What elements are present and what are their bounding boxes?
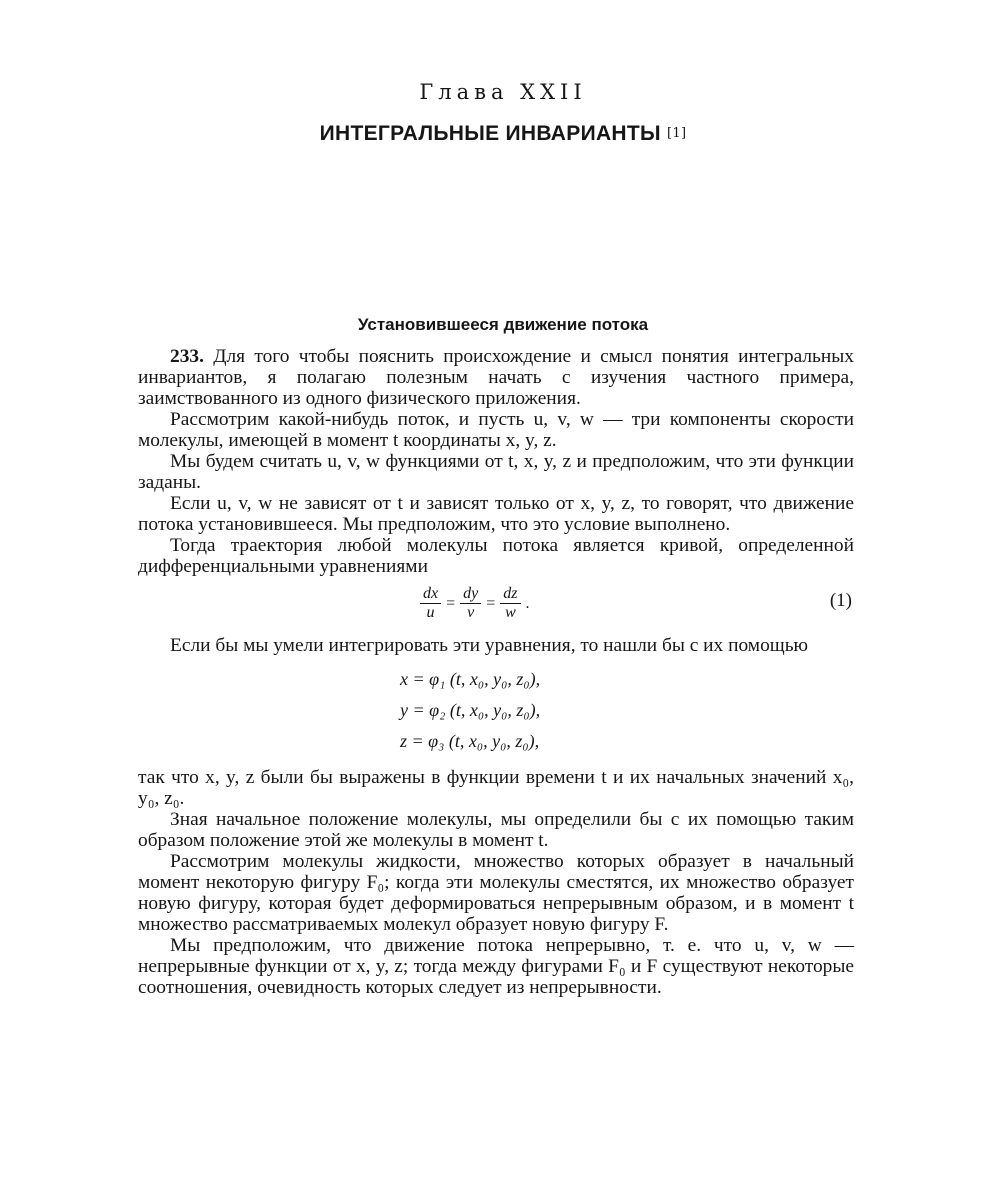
fraction-dy-v (460, 585, 481, 622)
chapter-title-reference: [1] (667, 126, 687, 141)
equation-fractions (418, 585, 533, 622)
section-heading: Установившееся движение потока (357, 315, 649, 334)
numerator: dz (500, 585, 520, 604)
fraction-dx-u (420, 585, 441, 622)
chapter-heading: Глава XXII (419, 80, 587, 104)
paragraph: Мы будем считать u, v, w функциями от t, x, y, z и предположим, что эти функции заданы. (138, 451, 854, 493)
paragraph: Зная начальное положение молекулы, мы определили бы с их помощью таким образом положение этой же молекулы в момент t. (138, 809, 854, 851)
solution-system (138, 664, 854, 757)
solution-line-x: x = φ₁ (t, x₀, y₀, z₀), (400, 669, 541, 689)
equation-end: . (525, 595, 530, 612)
numerator: dx (420, 585, 441, 604)
paragraph: Рассмотрим молекулы жидкости, множество которых образует в начальный момент некоторую фигуру F₀; когда эти молекулы сместятся, их множество образует новую фигуру, которая будет деформироваться непрерывным образом, и в момент t множество рассматриваемых молекул образует новую фигуру F. (138, 851, 854, 935)
equals-sign: = (486, 595, 496, 612)
fraction-dz-w (500, 585, 520, 622)
body-text (138, 346, 854, 998)
paragraph: Если бы мы умели интегрировать эти уравнения, то нашли бы с их помощью (170, 635, 809, 656)
denominator: u (426, 604, 435, 621)
paragraph: Мы предположим, что движение потока непрерывно, т. е. что u, v, w — непрерывные функции от x, y, z; тогда между фигурами F₀ и F существуют некоторые соотношения, очевидность которых следует из непрерывности. (138, 935, 854, 998)
equation-number: (1) (829, 590, 852, 611)
paragraph-text: Для того чтобы пояснить происхождение и смысл понятия интегральных инвариантов, я полагаю полезным начать с изучения частного примера, заимствованного из одного физического приложения. (138, 346, 854, 409)
chapter-title-text: ИНТЕГРАЛЬНЫЕ ИНВАРИАНТЫ (319, 122, 661, 145)
paragraph: так что x, y, z были бы выражены в функции времени t и их начальных значений x₀, y₀, z₀. (138, 767, 854, 809)
equals-sign: = (446, 595, 456, 612)
solution-line-z: z = φ₃ (t, x₀, y₀, z₀), (400, 731, 540, 751)
solution-line-y: y = φ₂ (t, x₀, y₀, z₀), (400, 700, 541, 720)
chapter-title (0, 122, 1006, 146)
paragraph-233 (138, 346, 854, 409)
equation-1 (138, 581, 854, 635)
paragraph: Если u, v, w не зависят от t и зависят только от x, y, z, то говорят, что движение потока установившееся. Мы предположим, что это условие выполнено. (138, 493, 854, 535)
numerator: dy (460, 585, 481, 604)
paragraph-number: 233. (170, 346, 204, 367)
denominator: v (467, 604, 475, 621)
denominator: w (505, 604, 516, 621)
paragraph: Тогда траектория любой молекулы потока является кривой, определенной дифференциальными уравнениями (138, 535, 854, 577)
paragraph: Рассмотрим какой-нибудь поток, и пусть u, v, w — три компоненты скорости молекулы, имеющей в момент t координаты x, y, z. (138, 409, 854, 451)
